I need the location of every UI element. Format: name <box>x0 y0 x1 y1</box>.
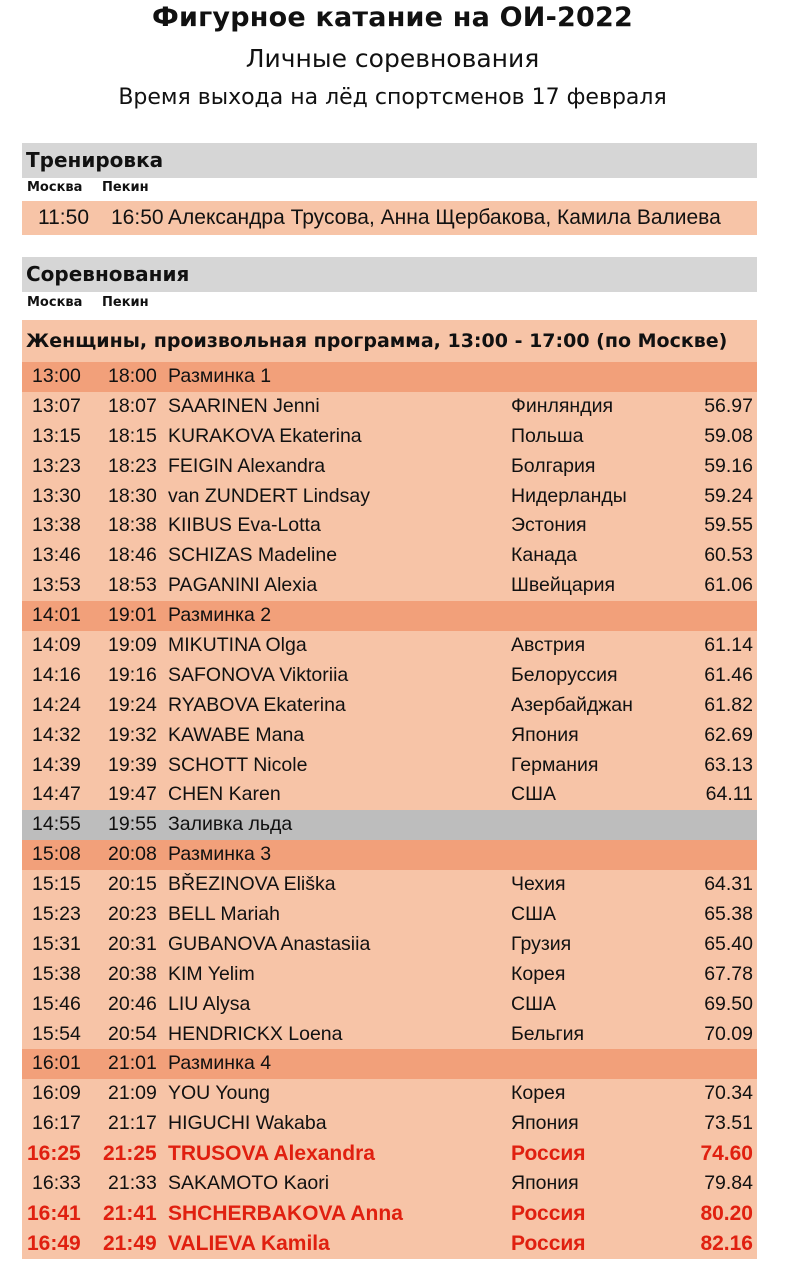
skater-name: MIKUTINA Olga <box>168 634 307 657</box>
skater-row <box>22 422 757 452</box>
skater-name: SHCHERBAKOVA Anna <box>168 1201 403 1225</box>
skater-row <box>22 691 757 721</box>
country: Болгария <box>511 454 596 477</box>
skater-row <box>22 1139 757 1169</box>
skater-name: Разминка 1 <box>168 365 272 387</box>
skater-name: KAWABE Mana <box>168 723 305 746</box>
time-moscow: 13:53 <box>32 574 81 597</box>
warmup-row <box>22 840 757 870</box>
date-line: Время выхода на лёд спортсменов 17 февраля <box>118 85 667 110</box>
country: Япония <box>511 1172 579 1195</box>
country: Белоруссия <box>511 663 618 686</box>
country: Азербайджан <box>511 693 633 716</box>
time-beijing: 18:00 <box>108 365 157 387</box>
skater-row <box>22 780 757 810</box>
skater-name: FEIGIN Alexandra <box>168 454 326 477</box>
skater-row <box>22 482 757 512</box>
time-moscow: 14:32 <box>32 723 81 746</box>
training-time-moscow: 11:50 <box>38 206 89 229</box>
time-beijing: 20:31 <box>108 932 157 955</box>
time-beijing: 20:38 <box>108 962 157 985</box>
short-program-score: 65.38 <box>704 903 753 926</box>
short-program-score: 56.97 <box>704 394 753 417</box>
time-beijing: 21:41 <box>103 1201 157 1225</box>
skater-name: van ZUNDERT Lindsay <box>168 484 370 507</box>
time-moscow: 16:33 <box>32 1172 81 1195</box>
page-subtitle: Личные соревнования <box>245 44 540 73</box>
column-moscow: Москва <box>27 295 83 310</box>
time-beijing: 20:23 <box>108 903 157 926</box>
time-moscow: 13:46 <box>32 544 81 567</box>
country: США <box>511 903 556 926</box>
country: Бельгия <box>511 1022 585 1045</box>
time-moscow: 13:15 <box>32 424 81 447</box>
skater-name: RYABOVA Ekaterina <box>168 693 346 716</box>
short-program-score: 64.31 <box>704 873 753 896</box>
time-moscow: 15:15 <box>32 873 81 896</box>
time-moscow: 15:31 <box>32 932 81 955</box>
skater-name: GUBANOVA Anastasiia <box>168 932 371 955</box>
short-program-score: 60.53 <box>704 544 753 567</box>
time-beijing: 21:09 <box>108 1082 157 1105</box>
skater-row <box>22 511 757 541</box>
short-program-score: 59.24 <box>704 484 753 507</box>
country: Эстония <box>511 514 587 537</box>
warmup-row <box>22 1049 757 1079</box>
skater-row <box>22 541 757 571</box>
time-moscow: 14:09 <box>32 634 81 657</box>
time-moscow: 15:38 <box>32 962 81 985</box>
column-beijing: Пекин <box>102 295 149 310</box>
skater-row <box>22 452 757 482</box>
short-program-score: 61.14 <box>704 634 753 657</box>
country: США <box>511 992 556 1015</box>
skater-name: KIM Yelim <box>168 962 255 985</box>
ice-resurfacing-row <box>22 810 757 840</box>
short-program-score: 70.34 <box>704 1082 753 1105</box>
time-beijing: 18:38 <box>108 514 157 537</box>
time-moscow: 14:01 <box>32 604 81 627</box>
short-program-score: 67.78 <box>704 962 753 985</box>
skater-row <box>22 960 757 990</box>
skater-name: SAFONOVA Viktoriia <box>168 663 349 686</box>
skater-row <box>22 990 757 1020</box>
skater-name: Разминка 4 <box>168 1052 272 1075</box>
time-moscow: 13:30 <box>32 484 81 507</box>
short-program-score: 79.84 <box>704 1172 753 1195</box>
skater-name: PAGANINI Alexia <box>168 574 318 597</box>
time-moscow: 16:17 <box>32 1112 81 1135</box>
skater-name: SCHIZAS Madeline <box>168 544 338 567</box>
time-moscow: 16:09 <box>32 1082 81 1105</box>
country: Германия <box>511 753 599 776</box>
skater-name: BELL Mariah <box>168 903 281 926</box>
short-program-score: 63.13 <box>704 753 753 776</box>
competition-section-header <box>22 257 757 292</box>
time-moscow: 13:07 <box>32 394 81 417</box>
time-beijing: 21:33 <box>108 1172 157 1195</box>
time-beijing: 21:25 <box>103 1142 157 1166</box>
skater-name: Заливка льда <box>168 813 293 836</box>
short-program-score: 69.50 <box>704 992 753 1015</box>
time-beijing: 20:54 <box>108 1022 157 1045</box>
time-beijing: 18:07 <box>108 394 157 417</box>
short-program-score: 80.20 <box>700 1201 753 1225</box>
skater-name: VALIEVA Kamila <box>168 1231 330 1255</box>
time-beijing: 18:15 <box>108 424 157 447</box>
skater-name: YOU Young <box>168 1082 270 1105</box>
country: Россия <box>511 1231 586 1255</box>
country: Нидерланды <box>511 484 627 507</box>
time-beijing: 21:17 <box>108 1112 157 1135</box>
skater-row <box>22 930 757 960</box>
time-beijing: 19:09 <box>108 634 157 657</box>
country: Россия <box>511 1142 586 1166</box>
training-section-title: Тренировка <box>26 148 164 172</box>
skater-row <box>22 751 757 781</box>
training-row <box>22 201 757 235</box>
short-program-score: 59.16 <box>704 454 753 477</box>
event-title: Женщины, произвольная программа, 13:00 - 17:00 (по Москве) <box>22 320 757 362</box>
time-beijing: 21:49 <box>103 1231 157 1255</box>
skater-name: LIU Alysa <box>168 992 251 1015</box>
skater-name: TRUSOVA Alexandra <box>168 1142 375 1166</box>
country: Австрия <box>511 634 586 657</box>
skater-name: HIGUCHI Wakaba <box>168 1112 327 1135</box>
skater-name: Разминка 2 <box>168 604 272 627</box>
skater-row <box>22 392 757 422</box>
column-moscow: Москва <box>27 180 83 195</box>
schedule-table <box>22 362 757 1259</box>
skater-name: CHEN Karen <box>168 783 281 806</box>
competition-column-headers <box>27 295 149 310</box>
time-beijing: 20:08 <box>108 843 157 866</box>
skater-name: KURAKOVA Ekaterina <box>168 424 362 447</box>
time-beijing: 19:24 <box>108 693 157 716</box>
time-moscow: 13:23 <box>32 454 81 477</box>
country: Грузия <box>511 932 572 955</box>
skater-row <box>22 1109 757 1139</box>
short-program-score: 73.51 <box>704 1112 753 1135</box>
short-program-score: 70.09 <box>704 1022 753 1045</box>
country: США <box>511 783 556 806</box>
country: Чехия <box>511 873 566 896</box>
skater-row <box>22 1169 757 1199</box>
skater-name: SAKAMOTO Kaori <box>168 1172 330 1195</box>
skater-row <box>22 870 757 900</box>
short-program-score: 59.08 <box>704 424 753 447</box>
time-beijing: 20:15 <box>108 873 157 896</box>
short-program-score: 82.16 <box>700 1231 753 1255</box>
country: Россия <box>511 1201 586 1225</box>
short-program-score: 61.06 <box>704 574 753 597</box>
warmup-row <box>22 601 757 631</box>
time-beijing: 18:53 <box>108 574 157 597</box>
skater-row <box>22 900 757 930</box>
training-time-beijing: 16:50 <box>111 206 164 229</box>
time-beijing: 19:16 <box>108 663 157 686</box>
skater-name: SAARINEN Jenni <box>168 394 320 417</box>
short-program-score: 59.55 <box>704 514 753 537</box>
skater-name: BŘEZINOVA Eliška <box>168 873 336 896</box>
time-moscow: 15:54 <box>32 1022 81 1045</box>
short-program-score: 64.11 <box>705 783 753 806</box>
time-beijing: 20:46 <box>108 992 157 1015</box>
short-program-score: 61.82 <box>704 693 753 716</box>
column-beijing: Пекин <box>102 180 149 195</box>
time-moscow: 16:01 <box>32 1052 81 1075</box>
short-program-score: 74.60 <box>700 1142 753 1166</box>
skater-row <box>22 721 757 751</box>
time-moscow: 14:47 <box>32 783 81 806</box>
time-beijing: 18:30 <box>108 484 157 507</box>
time-moscow: 15:46 <box>32 992 81 1015</box>
short-program-score: 65.40 <box>704 932 753 955</box>
skater-name: HENDRICKX Loena <box>168 1022 343 1045</box>
page-title: Фигурное катание на ОИ-2022 <box>152 2 633 33</box>
time-moscow: 13:00 <box>32 365 81 387</box>
skater-row <box>22 1020 757 1050</box>
time-beijing: 19:39 <box>108 753 157 776</box>
country: Япония <box>511 1112 579 1135</box>
time-moscow: 14:39 <box>32 753 81 776</box>
time-moscow: 16:41 <box>27 1201 81 1225</box>
time-beijing: 19:32 <box>108 723 157 746</box>
training-athletes: Александра Трусова, Анна Щербакова, Камила Валиева <box>168 206 721 229</box>
skater-row <box>22 631 757 661</box>
time-beijing: 19:55 <box>108 813 157 836</box>
warmup-row <box>22 362 757 392</box>
skater-row <box>22 1199 757 1229</box>
time-moscow: 14:24 <box>32 693 81 716</box>
skater-row <box>22 571 757 601</box>
skater-name: Разминка 3 <box>168 843 272 866</box>
short-program-score: 62.69 <box>704 723 753 746</box>
time-moscow: 14:16 <box>32 663 81 686</box>
time-moscow: 16:25 <box>27 1142 81 1166</box>
skater-row <box>22 661 757 691</box>
training-section-header <box>22 143 757 178</box>
time-moscow: 16:49 <box>27 1231 81 1255</box>
time-beijing: 19:01 <box>108 604 157 627</box>
country: Швейцария <box>511 574 616 597</box>
skater-row <box>22 1229 757 1259</box>
time-beijing: 21:01 <box>108 1052 157 1075</box>
country: Корея <box>511 962 566 985</box>
time-beijing: 19:47 <box>108 783 157 806</box>
short-program-score: 61.46 <box>704 663 753 686</box>
skater-row <box>22 1079 757 1109</box>
skater-name: KIIBUS Eva-Lotta <box>168 514 321 537</box>
competition-section-title: Соревнования <box>26 262 190 286</box>
country: Польша <box>511 424 584 447</box>
country: Канада <box>511 544 578 567</box>
time-beijing: 18:46 <box>108 544 157 567</box>
time-moscow: 13:38 <box>32 514 81 537</box>
time-beijing: 18:23 <box>108 454 157 477</box>
time-moscow: 15:08 <box>32 843 81 866</box>
country: Корея <box>511 1082 566 1105</box>
country: Япония <box>511 723 579 746</box>
skater-name: SCHOTT Nicole <box>168 753 308 776</box>
country: Финляндия <box>511 394 614 417</box>
time-moscow: 15:23 <box>32 903 81 926</box>
training-column-headers <box>27 180 149 195</box>
time-moscow: 14:55 <box>32 813 81 836</box>
